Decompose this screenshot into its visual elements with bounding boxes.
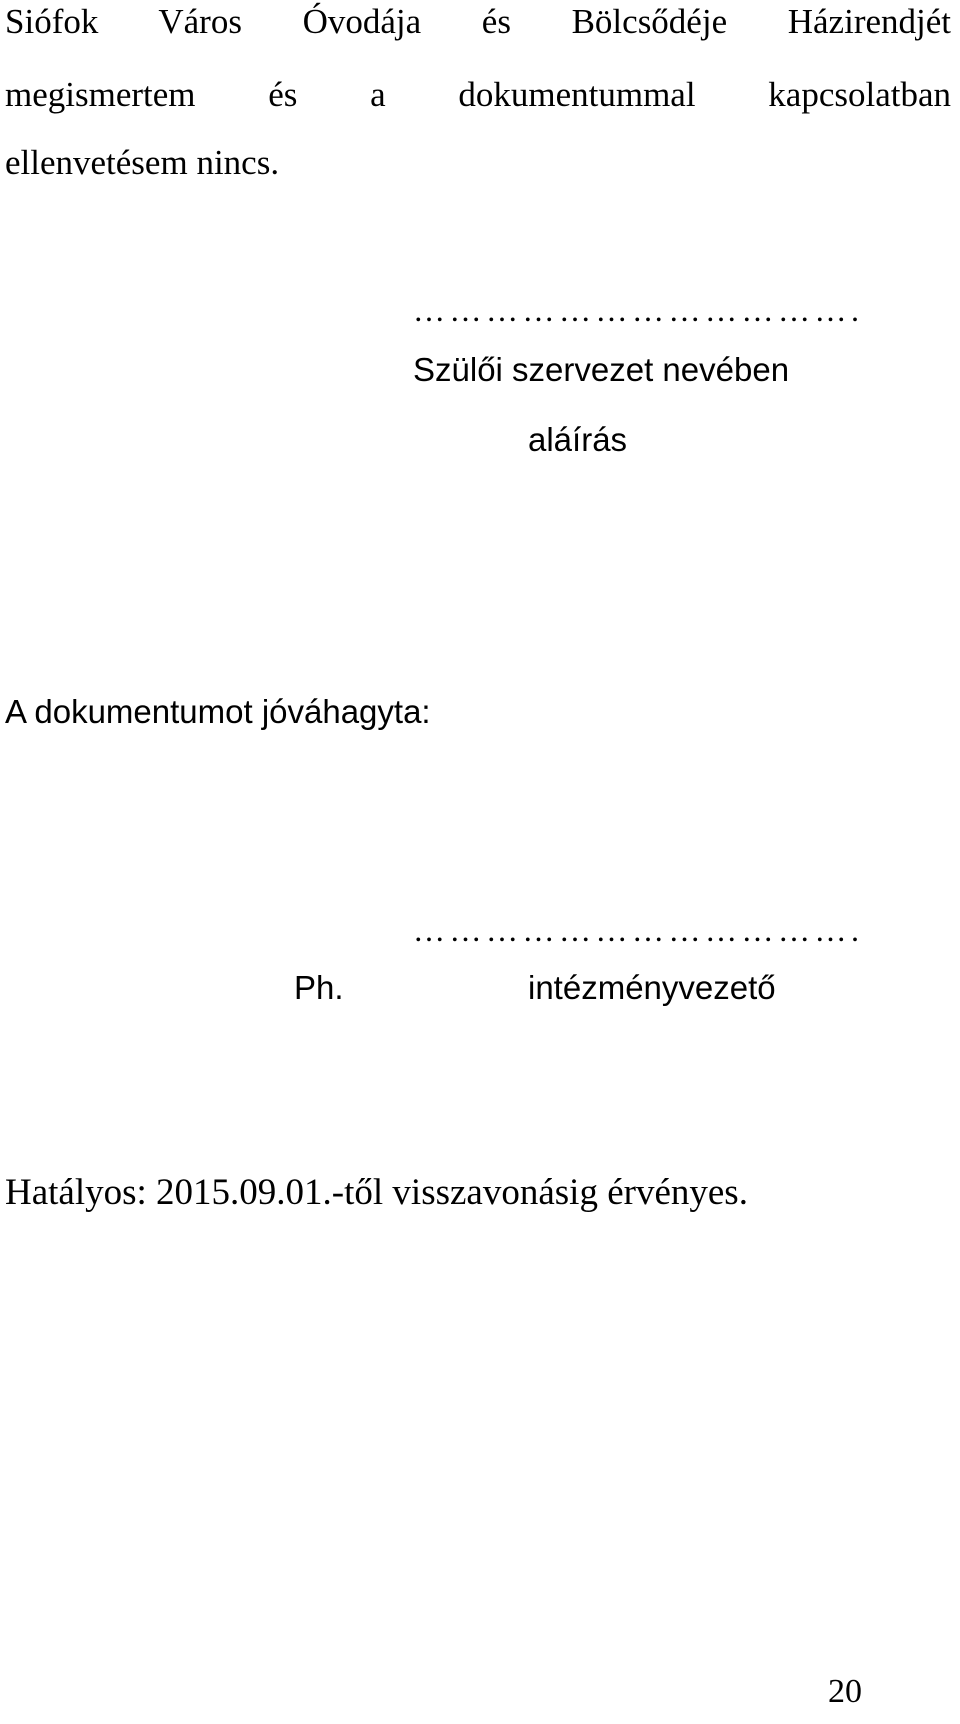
page-number: 20 bbox=[828, 1673, 862, 1710]
statement-line-2: megismertem és a dokumentummal kapcsolatban bbox=[5, 75, 951, 114]
parent-signature-label: Szülői szervezet nevében bbox=[413, 351, 790, 388]
director-signature-label: intézményvezető bbox=[528, 969, 776, 1006]
parent-signature-line: ………………………………. bbox=[413, 292, 864, 328]
statement-line-3: ellenvetésem nincs. bbox=[5, 143, 280, 182]
parent-signature-sublabel: aláírás bbox=[528, 421, 628, 458]
stamp-label: Ph. bbox=[294, 969, 344, 1006]
director-signature-line: ………………………………. bbox=[413, 912, 864, 948]
statement-line-1: Siófok Város Óvodája és Bölcsődéje Házirendjét bbox=[5, 2, 951, 41]
validity-statement: Hatályos: 2015.09.01.-től visszavonásig érvényes. bbox=[5, 1172, 748, 1213]
approval-heading: A dokumentumot jóváhagyta: bbox=[5, 693, 431, 730]
